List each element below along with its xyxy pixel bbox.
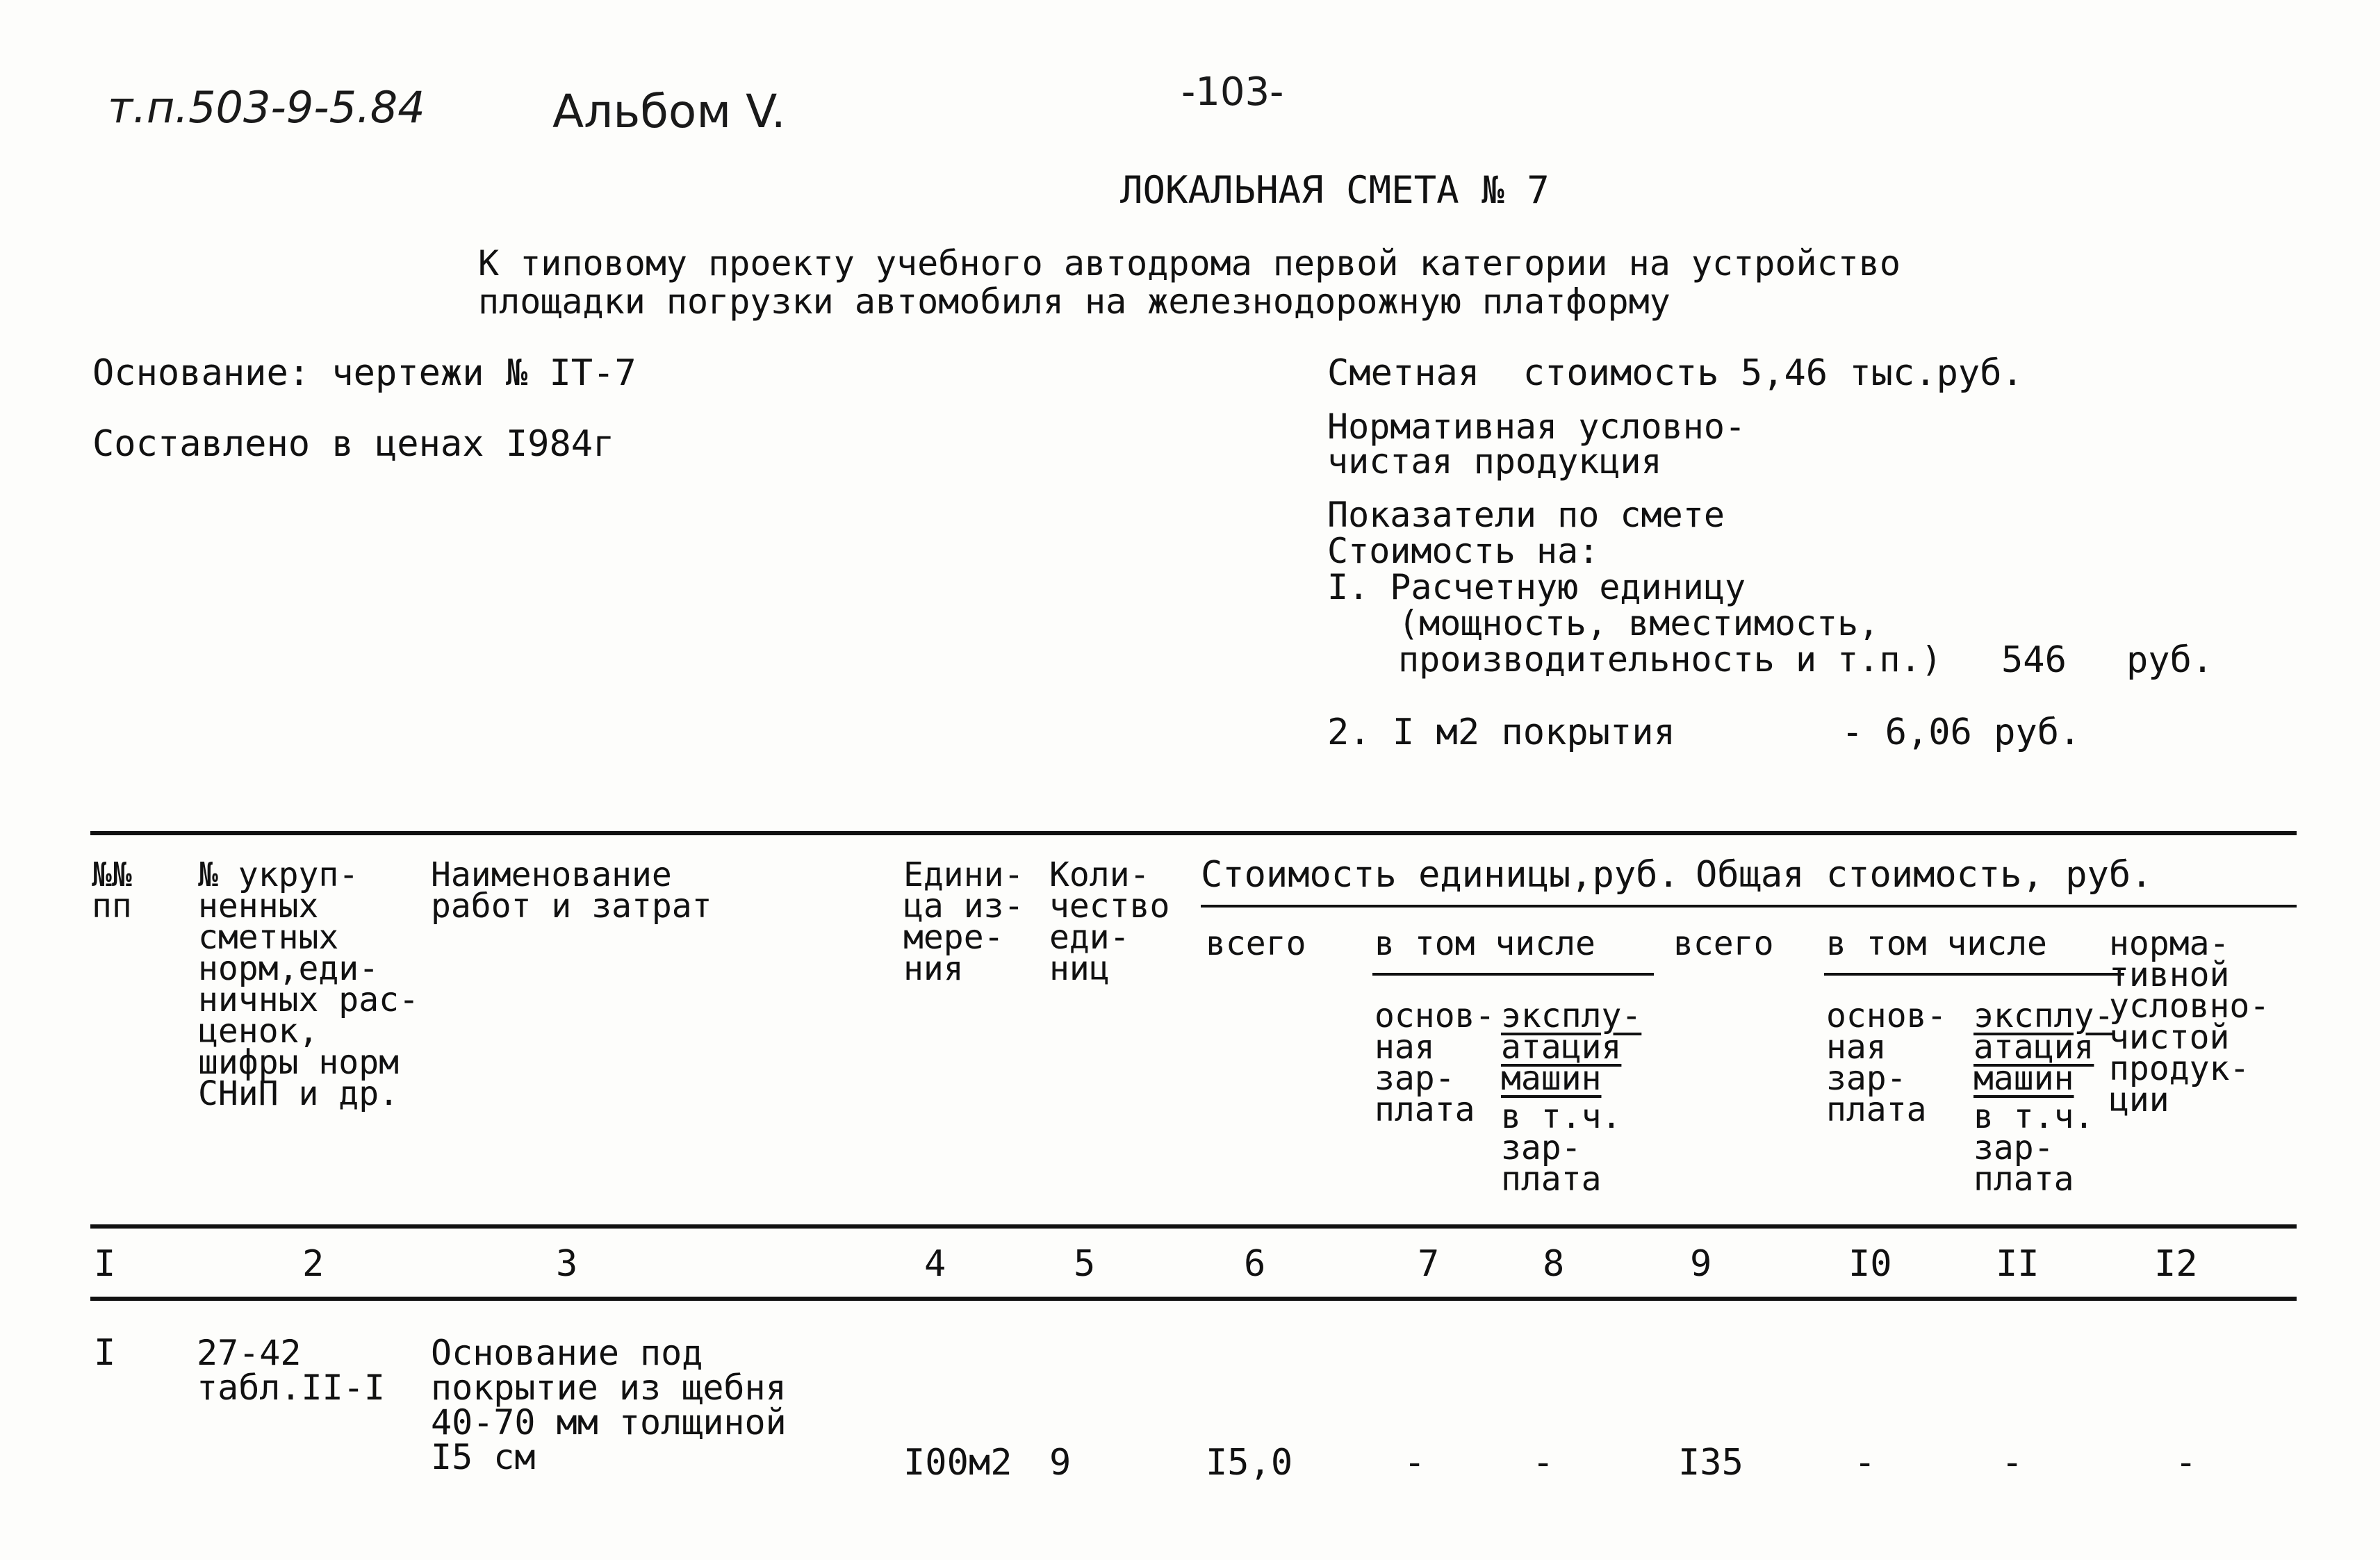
indicator-item-1-line-2: (мощность, вместимость, — [1398, 603, 1880, 643]
col-header-total-machines-salary: в т.ч. зар- плата — [1973, 1097, 2094, 1199]
col-header-unit-machines-salary: в т.ч. зар- плата — [1501, 1097, 1622, 1199]
column-number: 7 — [1418, 1243, 1440, 1285]
column-number: 2 — [302, 1243, 325, 1285]
subtitle-line-1: К типовому проекту учебного автодрома первой категории на устройство — [478, 243, 1901, 284]
table-row-unit-salary: - — [1404, 1442, 1426, 1484]
document-code: т.п.503-9-5.84 — [108, 82, 425, 133]
col-header-unit: Едини- ца из- мере- ния — [903, 855, 1024, 988]
group-header-rule — [1201, 905, 2297, 908]
column-number: 4 — [924, 1243, 946, 1285]
table-row-name: Основание под покрытие из щебня 40-70 мм толщиной I5 см — [431, 1333, 787, 1477]
in-that-number-total: в том числе — [1826, 924, 2047, 963]
normative-line-2: чистая продукция — [1327, 441, 1662, 482]
indicators-title: Показатели по смете — [1327, 495, 1725, 535]
col-header-unit-machines: эксплу- атация машин — [1501, 996, 1642, 1098]
group-header-unit-cost: Стоимость единицы,руб. — [1201, 854, 1680, 896]
column-number: 8 — [1543, 1243, 1565, 1285]
column-numbers-bottom-rule — [90, 1297, 2297, 1301]
col-header-normative: норма- тивной условно- чистой продук- ции — [2109, 924, 2270, 1119]
col-header-qty: Коли- чество еди- ниц — [1049, 855, 1170, 988]
header-bottom-rule — [90, 1224, 2297, 1229]
estimated-cost: Сметная стоимость 5,46 тыс.руб. — [1327, 352, 2024, 394]
album-label: Альбом V. — [552, 85, 786, 138]
subtitle-line-2: площадки погрузки автомобиля на железнодорожную платформу — [478, 281, 1671, 322]
table-row-total-machines: - — [2001, 1442, 2024, 1484]
table-row-code: 27-42 табл.II-I — [197, 1333, 385, 1408]
group-header-total-cost: Общая стоимость, руб. — [1696, 854, 2153, 896]
page-title: ЛОКАЛЬНАЯ СМЕТА № 7 — [1120, 168, 1550, 212]
table-row-normative: - — [2175, 1442, 2197, 1484]
table-top-rule — [90, 831, 2297, 835]
col-header-unit-salary: основ- ная зар- плата — [1374, 996, 1495, 1129]
column-number: II — [1996, 1243, 2040, 1285]
table-row-qty: 9 — [1049, 1442, 1072, 1484]
indicator-item-1-line-3: производительность и т.п.) — [1398, 639, 1942, 680]
col-header-code: № укруп- ненных сметных норм,еди- ничных рас- ценок, шифры норм СНиП и др. — [198, 855, 419, 1113]
column-number: I — [94, 1243, 116, 1285]
col-header-num: №№ пп — [92, 855, 132, 926]
normative-line-1: Нормативная условно- — [1327, 407, 1746, 447]
table-row-unit: I00м2 — [903, 1442, 1012, 1484]
cost-on-label: Стоимость на: — [1327, 531, 1600, 571]
table-row-total-salary: - — [1854, 1442, 1876, 1484]
column-number: 3 — [556, 1243, 578, 1285]
col-header-name: Наименование работ и затрат — [431, 855, 712, 926]
total-cost-subrule — [1824, 973, 2124, 976]
indicator-item-1-value: 546 — [2001, 639, 2067, 681]
in-that-number-unit: в том числе — [1374, 924, 1595, 963]
table-row-total: I35 — [1678, 1442, 1743, 1484]
table-row-unit-machines: - — [1532, 1442, 1554, 1484]
unit-cost-subrule — [1372, 973, 1654, 976]
col-header-total: всего — [1673, 924, 1774, 963]
column-number: 9 — [1690, 1243, 1712, 1285]
col-header-unit-total: всего — [1206, 924, 1306, 963]
page-number: -103- — [1181, 69, 1284, 115]
column-number: 5 — [1074, 1243, 1096, 1285]
basis-text: Основание: чертежи № IT-7 — [92, 352, 637, 394]
indicator-item-1-line-1: I. Расчетную единицу — [1327, 567, 1746, 607]
column-number: 6 — [1244, 1243, 1266, 1285]
indicator-item-2-label: 2. I м2 покрытия — [1327, 712, 1675, 753]
table-row-unit-total: I5,0 — [1206, 1442, 1293, 1484]
indicator-item-1-unit: руб. — [2126, 639, 2214, 681]
col-header-total-salary: основ- ная зар- плата — [1826, 996, 1947, 1129]
column-number: I2 — [2154, 1243, 2198, 1285]
indicator-item-2-value: - 6,06 руб. — [1841, 712, 2081, 753]
table-row-num: I — [94, 1332, 116, 1374]
col-header-total-machines: эксплу- атация машин — [1973, 996, 2115, 1098]
prices-text: Составлено в ценах I984г — [92, 423, 615, 465]
column-number: I0 — [1848, 1243, 1892, 1285]
